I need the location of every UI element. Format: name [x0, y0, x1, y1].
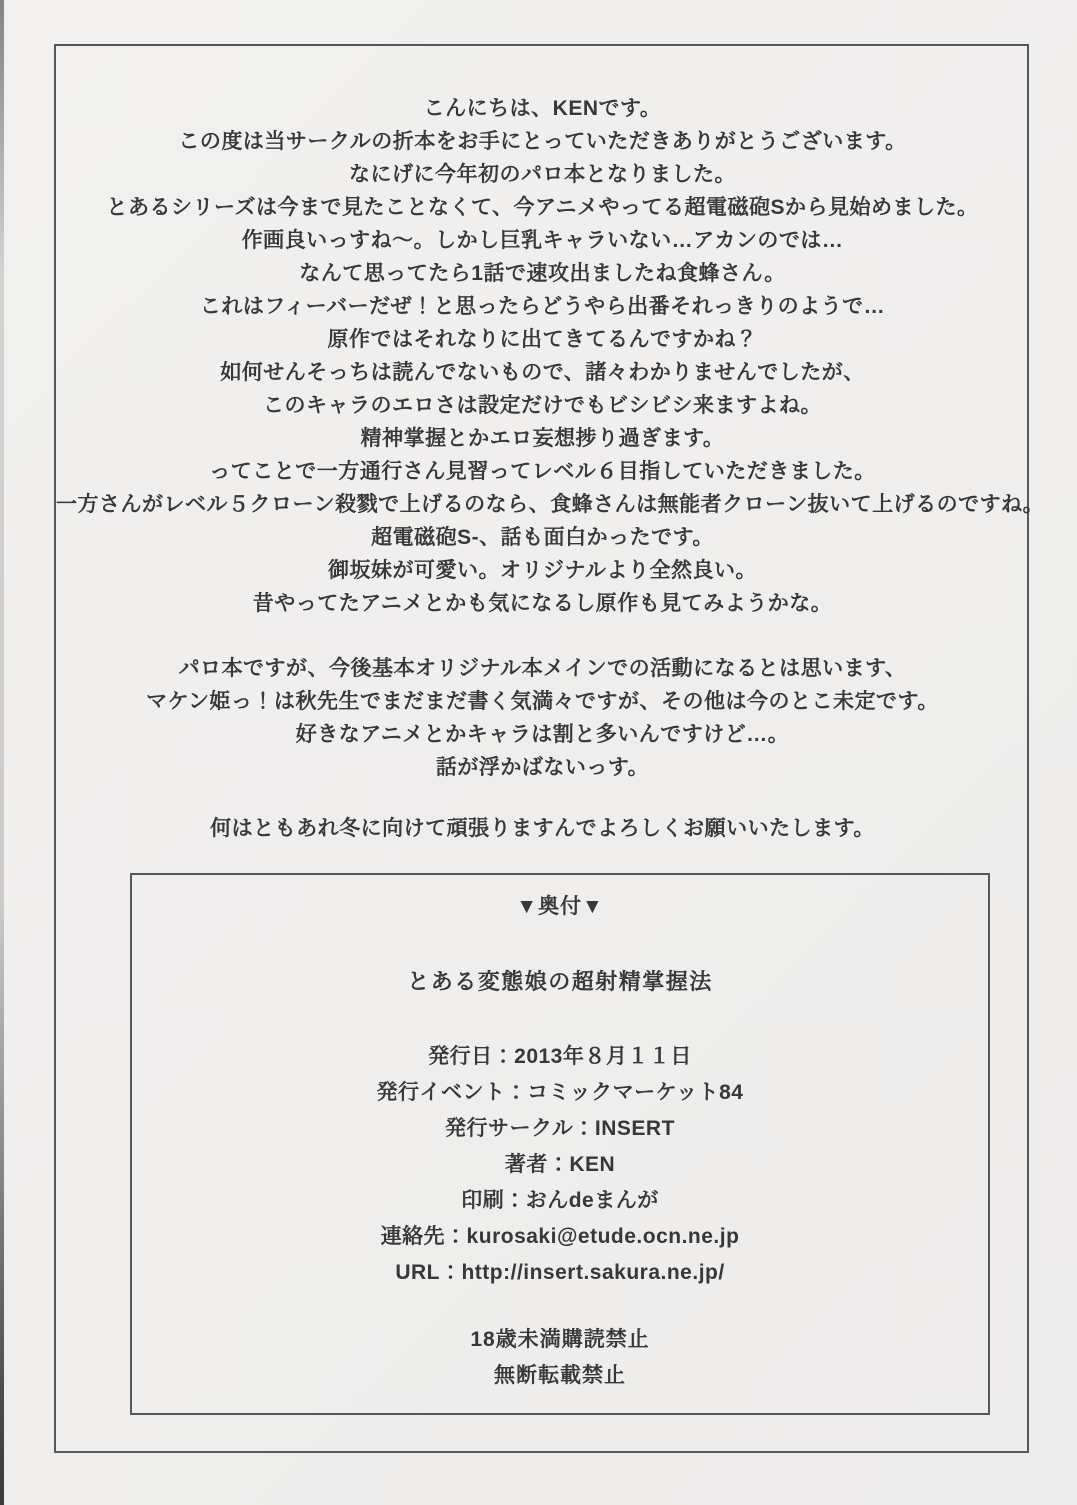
afterword-line: ってことで一方通行さん見習ってレベル６目指していただきました。 [209, 460, 876, 483]
afterword-line: 精神掌握とかエロ妄想捗り過ぎます。 [360, 427, 725, 450]
afterword-line: こんにちは、KENです。 [423, 97, 662, 120]
colophon-book-title: とある変態娘の超射精掌握法 [407, 969, 713, 994]
afterword-line: この度は当サークルの折本をお手にとっていただきありがとうございます。 [178, 130, 907, 153]
colophon-entry-printer: 印刷：おんdeまんが [461, 1189, 659, 1212]
afterword-line: このキャラのエロさは設定だけでもビシビシ来ますよね。 [263, 394, 822, 417]
afterword-line: なんて思ってたら1話で速攻出ましたね食蜂さん。 [299, 262, 786, 285]
afterword-line: 話が浮かばないっす。 [435, 756, 650, 779]
afterword-line: 原作ではそれなりに出てきてるんですかね？ [327, 328, 758, 351]
afterword-line: パロ本ですが、今後基本オリジナル本メインでの活動になるとは思います、 [178, 657, 907, 680]
afterword-closing-line: 何はともあれ冬に向けて頑張りますんでよろしくお願いいたします。 [210, 817, 875, 840]
afterword-line: 一方さんがレベル５クローン殺戮で上げるのなら、食蜂さんは無能者クローン抜いて上げるのですね。 [56, 493, 1045, 516]
afterword-text [56, 92, 1045, 845]
paragraph-gap [56, 784, 1029, 812]
afterword-line: 好きなアニメとかキャラは割と多いんですけど…。 [295, 723, 790, 746]
afterword-line: これはフィーバーだぜ！と思ったらどうやら出番それっきりのようで… [199, 295, 886, 318]
afterword-line: 如何せんそっちは読んでないもので、諸々わかりませんでしたが、 [220, 361, 865, 384]
afterword-line: 御坂妹が可愛い。オリジナルより全然良い。 [328, 559, 757, 582]
colophon-entry-event: 発行イベント：コミックマーケット84 [376, 1081, 744, 1104]
afterword-line: とあるシリーズは今まで見たことなくて、今アニメやってる超電磁砲Sから見始めました。 [106, 196, 979, 219]
colophon-notices [132, 1322, 988, 1394]
colophon-box [130, 873, 990, 1415]
colophon-entry-url: URL：http://insert.sakura.ne.jp/ [395, 1261, 725, 1284]
colophon-heading: ▼奥付▼ [516, 895, 604, 918]
colophon-entry-author: 著者：KEN [504, 1153, 616, 1176]
afterword-line: 昔やってたアニメとかも気になるし原作も見てみようかな。 [252, 592, 833, 615]
afterword-line: 作画良いっすね～。しかし巨乳キャラいない…アカンのでは… [241, 229, 844, 252]
paragraph-gap [56, 620, 1029, 652]
no-reproduction-notice: 無断転載禁止 [494, 1364, 626, 1387]
age-restriction-notice: 18歳未満購読禁止 [470, 1328, 650, 1351]
afterword-line: マケン姫っ！は秋先生でまだまだ書く気満々ですが、その他は今のとこ未定です。 [146, 690, 939, 713]
scan-edge-artifact [0, 0, 4, 1505]
colophon-entry-contact-email: 連絡先：kurosaki@etude.ocn.ne.jp [380, 1225, 740, 1248]
colophon-entry-circle: 発行サークル：INSERT [445, 1117, 675, 1140]
colophon-entry-publish-date: 発行日：2013年８月１１日 [428, 1045, 692, 1068]
afterword-line: 超電磁砲S-、話も面白かったです。 [371, 526, 714, 549]
afterword-line: なにげに今年初のパロ本となりました。 [349, 163, 736, 186]
colophon-entries [132, 1039, 988, 1291]
